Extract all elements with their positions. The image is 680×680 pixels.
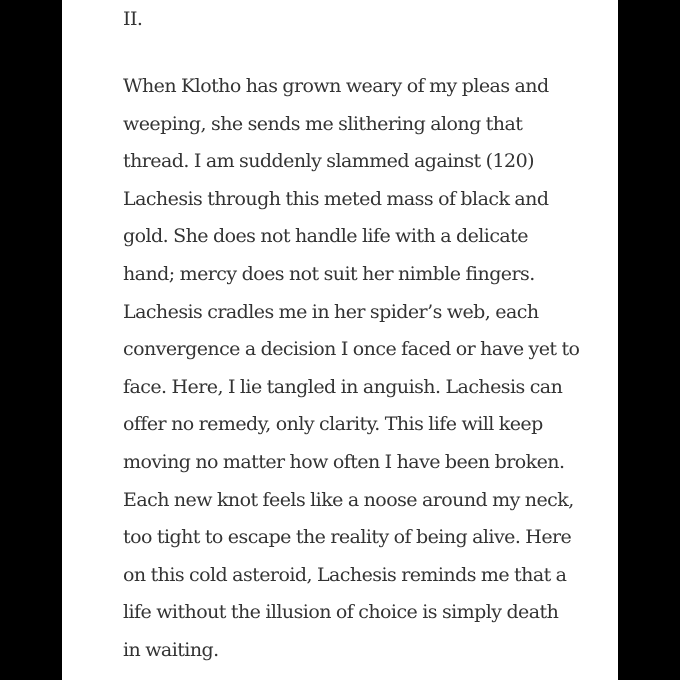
- paragraph-line: moving no matter how often I have been broken.: [123, 450, 565, 473]
- paragraph-line: life without the illusion of choice is simply death: [123, 601, 559, 624]
- paragraph-line: gold. She does not handle life with a delicate: [123, 225, 528, 248]
- paragraph-line: thread. I am suddenly slammed against (120): [123, 150, 534, 173]
- page: [62, 0, 618, 680]
- paragraph-line: in waiting.: [123, 638, 219, 661]
- paragraph-line: When Klotho has grown weary of my pleas and: [123, 75, 549, 97]
- paragraph-line: Each new knot feels like a noose around my neck,: [123, 488, 574, 511]
- paragraph-line: Lachesis cradles me in her spider’s web, each: [123, 300, 539, 323]
- paragraph-line: face. Here, I lie tangled in anguish. Lachesis can: [123, 375, 563, 398]
- paragraph-line: hand; mercy does not suit her nimble fingers.: [123, 262, 535, 285]
- section-numeral: II.: [123, 8, 143, 30]
- paragraph-line: convergence a decision I once faced or have yet to: [123, 338, 580, 361]
- paragraph-line: weeping, she sends me slithering along that: [123, 112, 523, 135]
- paragraph-line: Lachesis through this meted mass of black and: [123, 187, 549, 210]
- poem-paragraph: [123, 68, 579, 670]
- paragraph-line: too tight to escape the reality of being alive. Here: [123, 526, 572, 549]
- paragraph-line: on this cold asteroid, Lachesis reminds me that a: [123, 563, 567, 586]
- paragraph-line: offer no remedy, only clarity. This life will keep: [123, 413, 543, 436]
